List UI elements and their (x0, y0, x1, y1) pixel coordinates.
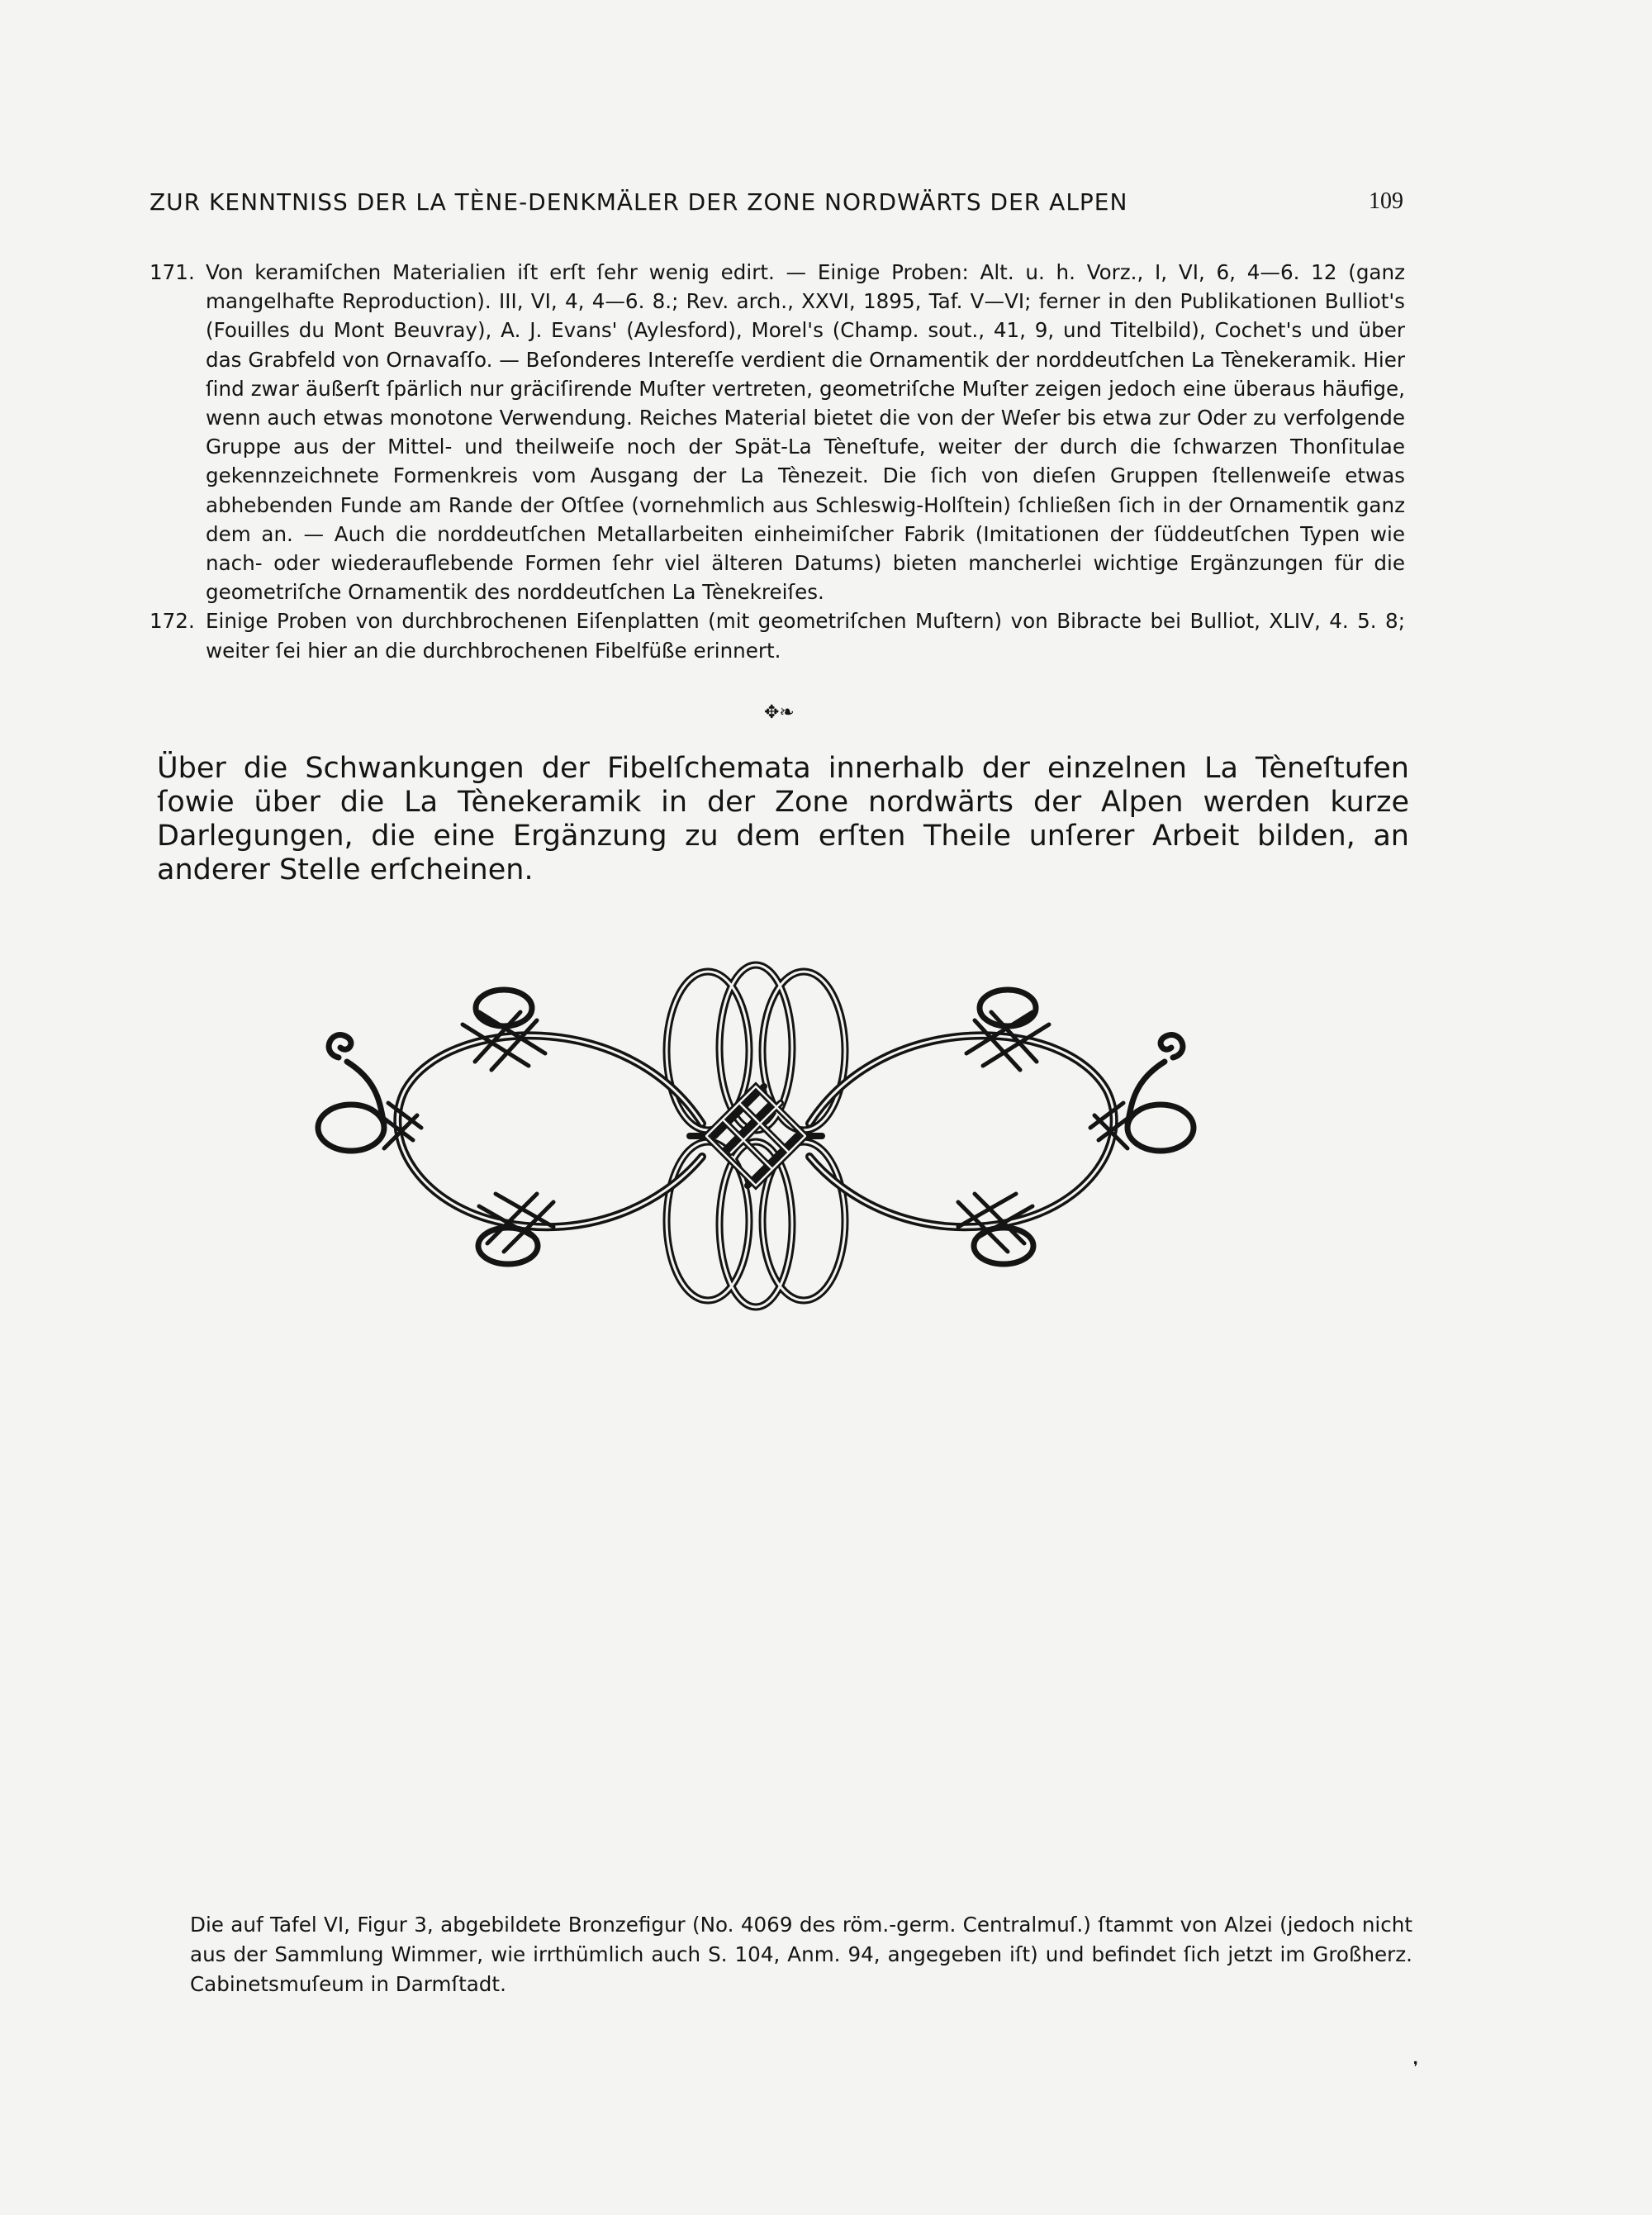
endnotes (150, 258, 1405, 665)
interlace-ornament-icon (314, 958, 1198, 1314)
note-number: 171. (150, 260, 195, 284)
running-title: ZUR KENNTNISS DER LA TÈNE-DENKMÄLER DER ZONE NORDWÄRTS DER ALPEN (150, 188, 1128, 216)
note-text: Von keramiſchen Materialien iſt erſt ſehr wenig edirt. — Einige Proben: Alt. u. h. Vorz., I, VI, 6, 4—6. 12 (ganz mangelhafte Reproduction). III, VI, 4, 4—6. 8.; Rev. arch., XXVI, 1895, Taf. V—VI; ferner in den Publikationen Bulliot's (Fouilles du Mont Beuvray), A. J. Evans' (Aylesford), Morel's (Champ. sout., 41, 9, und Titelbild), Cochet's und über das Grabfeld von Ornavaſſo. — Beſonderes Intereſſe verdient die Ornamentik der norddeutſchen La Tènekeramik. Hier ſind zwar äußerſt ſpärlich nur gräciſirende Muſter vertreten, geometriſche Muſter zeigen jedoch eine überaus häufige, wenn auch etwas monotone Verwendung. Reiches Material bietet die von der Weſer bis etwa zur Oder zu verfolgende Gruppe aus der Mittel- und theilweiſe noch der Spät-La Tèneſtufe, weiter der durch die ſchwarzen Thonſitulae gekennzeichnete Formenkreis vom Ausgang der La Tènezeit. Die ſich von dieſen Gruppen ſtellenweiſe etwas abhebenden Funde am Rande der Oſtſee (vornehmlich aus Schleswig-Holſtein) ſchließen ſich in der Ornamentik ganz dem an. — Auch die norddeutſchen Metallarbeiten einheimiſcher Fabrik (Imitationen der ſüddeutſchen Typen wie nach- oder wiederauflebende Formen ſehr viel älteren Datums) bieten mancherlei wichtige Ergänzungen für die geometriſche Ornamentik des norddeutſchen La Tènekreiſes. (206, 260, 1405, 605)
note-171 (150, 258, 1405, 606)
section-divider-icon: ✥❧ (764, 702, 795, 723)
note-172 (150, 606, 1405, 664)
bottom-footnote: Die auf Tafel VI, Figur 3, abgebildete Bronzefigur (No. 4069 des röm.-germ. Centralmuſ.) ſtammt von Alzei (jedoch nicht aus der Sammlung Wimmer, wie irrthümlich auch S. 104, Anm. 94, angegeben iſt) und befindet ſich jetzt im Großherz. Cabinetsmuſeum in Darmſtadt. (190, 1913, 1412, 1996)
page-header (150, 188, 1403, 221)
note-text: Einige Proben von durchbrochenen Eiſenplatten (mit geometriſchen Muſtern) von Bibracte bei Bulliot, XLIV, 4. 5. 8; weiter ſei hier an die durchbrochenen Fibelfüße erinnert. (206, 609, 1405, 663)
print-speck-icon: ❜ (1413, 2059, 1418, 2076)
note-number: 172. (150, 609, 195, 634)
main-paragraph: Über die Schwankungen der Fibelſchemata innerhalb der einzelnen La Tèneſtufen ſowie über die La Tènekeramik in der Zone nordwärts der Alpen werden kurze Darlegungen, die eine Ergänzung zu dem erſten Theile unſerer Arbeit bilden, an anderer Stelle erſcheinen. (157, 752, 1409, 886)
page-number: 109 (1369, 188, 1403, 214)
